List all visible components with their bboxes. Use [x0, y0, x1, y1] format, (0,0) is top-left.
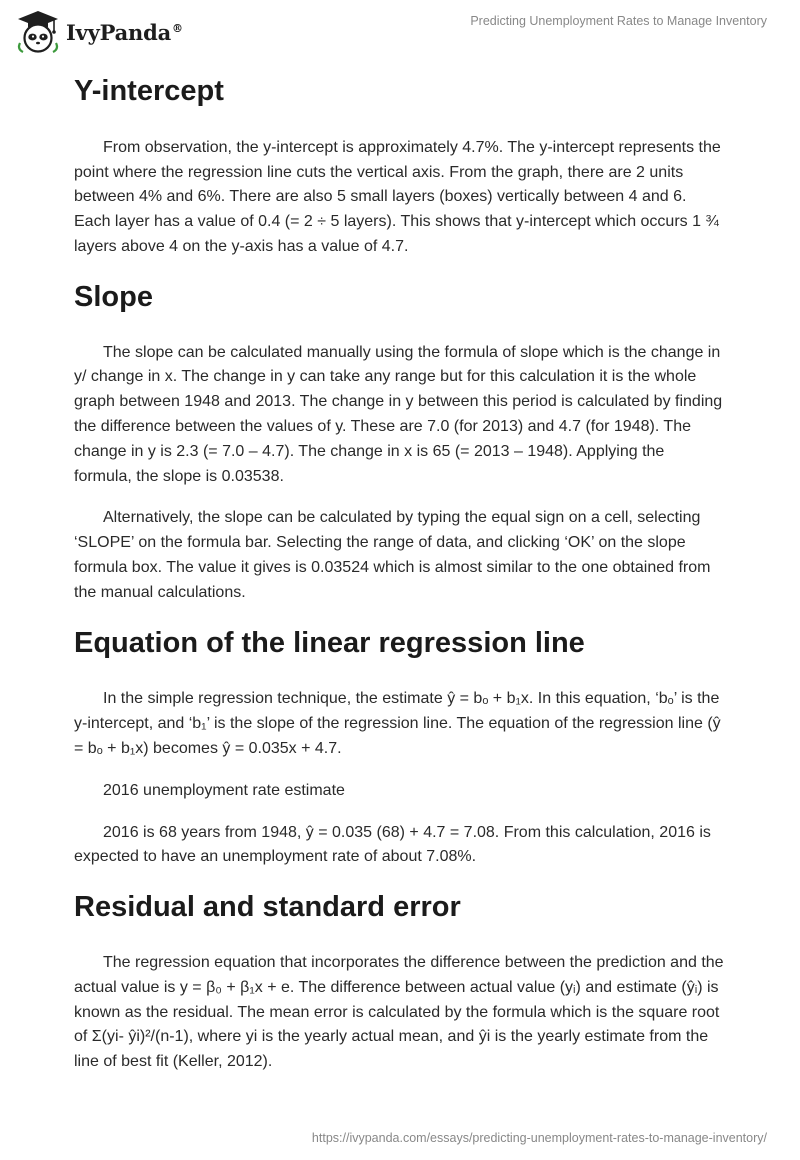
- section-slope: [74, 280, 726, 606]
- section-heading: Y-intercept: [74, 75, 224, 107]
- paragraph: 2016 is 68 years from 1948, ŷ = 0.035 (68) + 4.7 = 7.08. From this calculation, 2016 is expected to have an unemployment rate of about 7.08%.: [74, 823, 711, 866]
- section-heading: Residual and standard error: [74, 891, 461, 924]
- source-url[interactable]: https://ivypanda.com/essays/predicting-unemployment-rates-to-manage-inventory/: [311, 1131, 767, 1145]
- page-header: [0, 0, 800, 60]
- site-logo[interactable]: [14, 9, 183, 55]
- section-residual: [74, 890, 726, 1075]
- paragraph: 2016 unemployment rate estimate: [103, 781, 345, 799]
- paragraph: The slope can be calculated manually using the formula of slope which is the change in y/ change in x. The change in y can take any range but for this calculation it is the whole graph between 1948 and 2013. The change in y between this period is calculated by finding the difference between the values of y. These are 7.0 (for 2013) and 4.7 (for 1948). The change in y is 2.3 (= 7.0 – 4.7). The change in x is 65 (= 2013 – 1948). Applying the formula, the slope is 0.03538.: [74, 343, 723, 485]
- document-title: Predicting Unemployment Rates to Manage Inventory: [470, 14, 767, 28]
- essay-content: [74, 70, 726, 1075]
- logo-wordmark: IvyPanda®: [66, 19, 183, 45]
- paragraph: In the simple regression technique, the estimate ŷ = bₒ + b₁x. In this equation, ‘bₒ’ is the y-intercept, and ‘b₁’ is the slope of the regression line. The equation of the regression line (ŷ = bₒ + b₁x) becomes ŷ = 0.035x + 4.7.: [74, 690, 721, 757]
- section-regression-equation: [74, 626, 726, 871]
- paragraph: The regression equation that incorporates the difference between the prediction and the actual value is y = β₀ + β₁x + e. The difference between actual value (yᵢ) and estimate (ŷᵢ) is known as the residual. The mean error is calculated by the formula which is the square root of Σ(yi- ŷi)²/(n-1), where yi is the yearly actual mean, and ŷi is the yearly estimate from the line of best fit (Keller, 2012).: [74, 953, 724, 1071]
- paragraph: Alternatively, the slope can be calculated by typing the equal sign on a cell, selecting ‘SLOPE’ on the formula bar. Selecting the range of data, and clicking ‘OK’ on the slope formula box. The value it gives is 0.03524 which is almost similar to the one obtained from the manual calculations.: [74, 509, 711, 601]
- panda-graduate-icon: [14, 9, 62, 55]
- section-heading: Equation of the linear regression line: [74, 626, 585, 659]
- paragraph: From observation, the y-intercept is approximately 4.7%. The y-intercept represents the point where the regression line cuts the vertical axis. From the graph, there are 2 units between 4% and 6%. There are also 5 small layers (boxes) vertically between 4 and 6. Each layer has a value of 0.4 (= 2 ÷ 5 layers). This shows that y-intercept which occurs 1 ¾ layers above 4 on the y-axis has a value of 4.7.: [74, 138, 721, 255]
- section-y-intercept: [74, 74, 726, 260]
- section-heading: Slope: [74, 280, 153, 313]
